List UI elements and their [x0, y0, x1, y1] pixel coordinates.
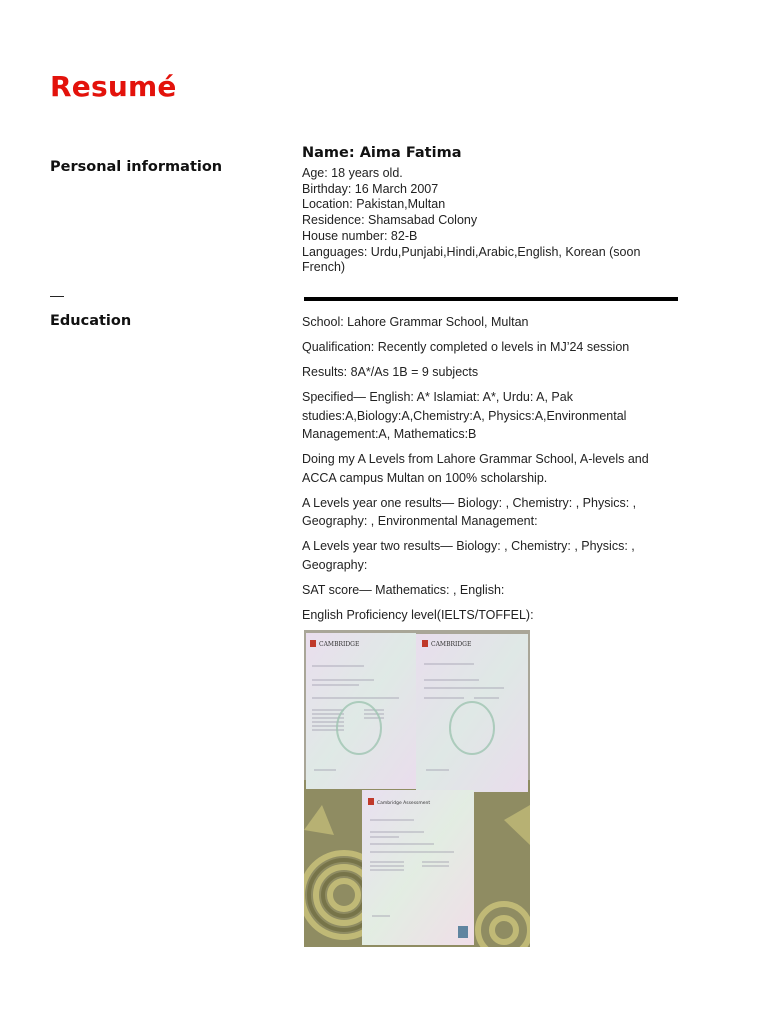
house-number-line: House number: 82-B — [302, 228, 418, 243]
specified-grades: Specified— English: A* Islamiat: A*, Urdu: A, Pak studies:A,Biology:A,Chemistry:A, Physics:A,Environmental Management:A, Mathematics:B — [302, 390, 627, 441]
certificates-photo — [304, 630, 530, 947]
personal-info-heading: Personal information — [50, 159, 223, 175]
residence-line: Residence: Shamsabad Colony — [302, 213, 478, 228]
certificate-right — [416, 634, 528, 792]
a-levels-year-one: A Levels year one results— Biology: , Chemistry: , Physics: , Geography: , Environmental Management: — [302, 495, 637, 528]
certificate-logo-2: CAMBRIDGE — [431, 641, 472, 648]
birthday-line: Birthday: 16 March 2007 — [302, 181, 439, 196]
certificate-left — [306, 633, 416, 789]
education-heading: Education — [50, 313, 132, 329]
education-details — [302, 313, 657, 631]
certificate-logo-3: Cambridge Assessment — [377, 801, 431, 806]
school-line: School: Lahore Grammar School, Multan — [302, 315, 529, 329]
a-levels-year-two: A Levels year two results— Biology: , Chemistry: , Physics: , Geography: — [302, 539, 635, 572]
resume-title: Resumé — [50, 70, 177, 103]
age-line: Age: 18 years old. — [302, 166, 403, 180]
section-separator-dash: — — [50, 287, 64, 303]
section-divider-rule — [304, 297, 678, 301]
results-line: Results: 8A*/As 1B = 9 subjects — [302, 365, 479, 379]
sat-score-line: SAT score— Mathematics: , English: — [302, 582, 505, 597]
location-line: Location: Pakistan,Multan — [302, 197, 446, 212]
qualification-line: Qualification: Recently completed o levels in MJ’24 session — [302, 340, 630, 354]
certificate-logo-1: CAMBRIDGE — [319, 641, 360, 648]
personal-details — [302, 166, 652, 276]
a-levels-line: Doing my A Levels from Lahore Grammar School, A-levels and ACCA campus Multan on 100% scholarship. — [302, 452, 649, 485]
person-name: Name: Aima Fatima — [302, 145, 462, 161]
languages-line: Languages: Urdu,Punjabi,Hindi,Arabic,English, Korean (soon French) — [302, 244, 641, 275]
english-proficiency-line: English Proficiency level(IELTS/TOFFEL): — [302, 607, 534, 622]
certificate-bottom — [362, 790, 474, 945]
